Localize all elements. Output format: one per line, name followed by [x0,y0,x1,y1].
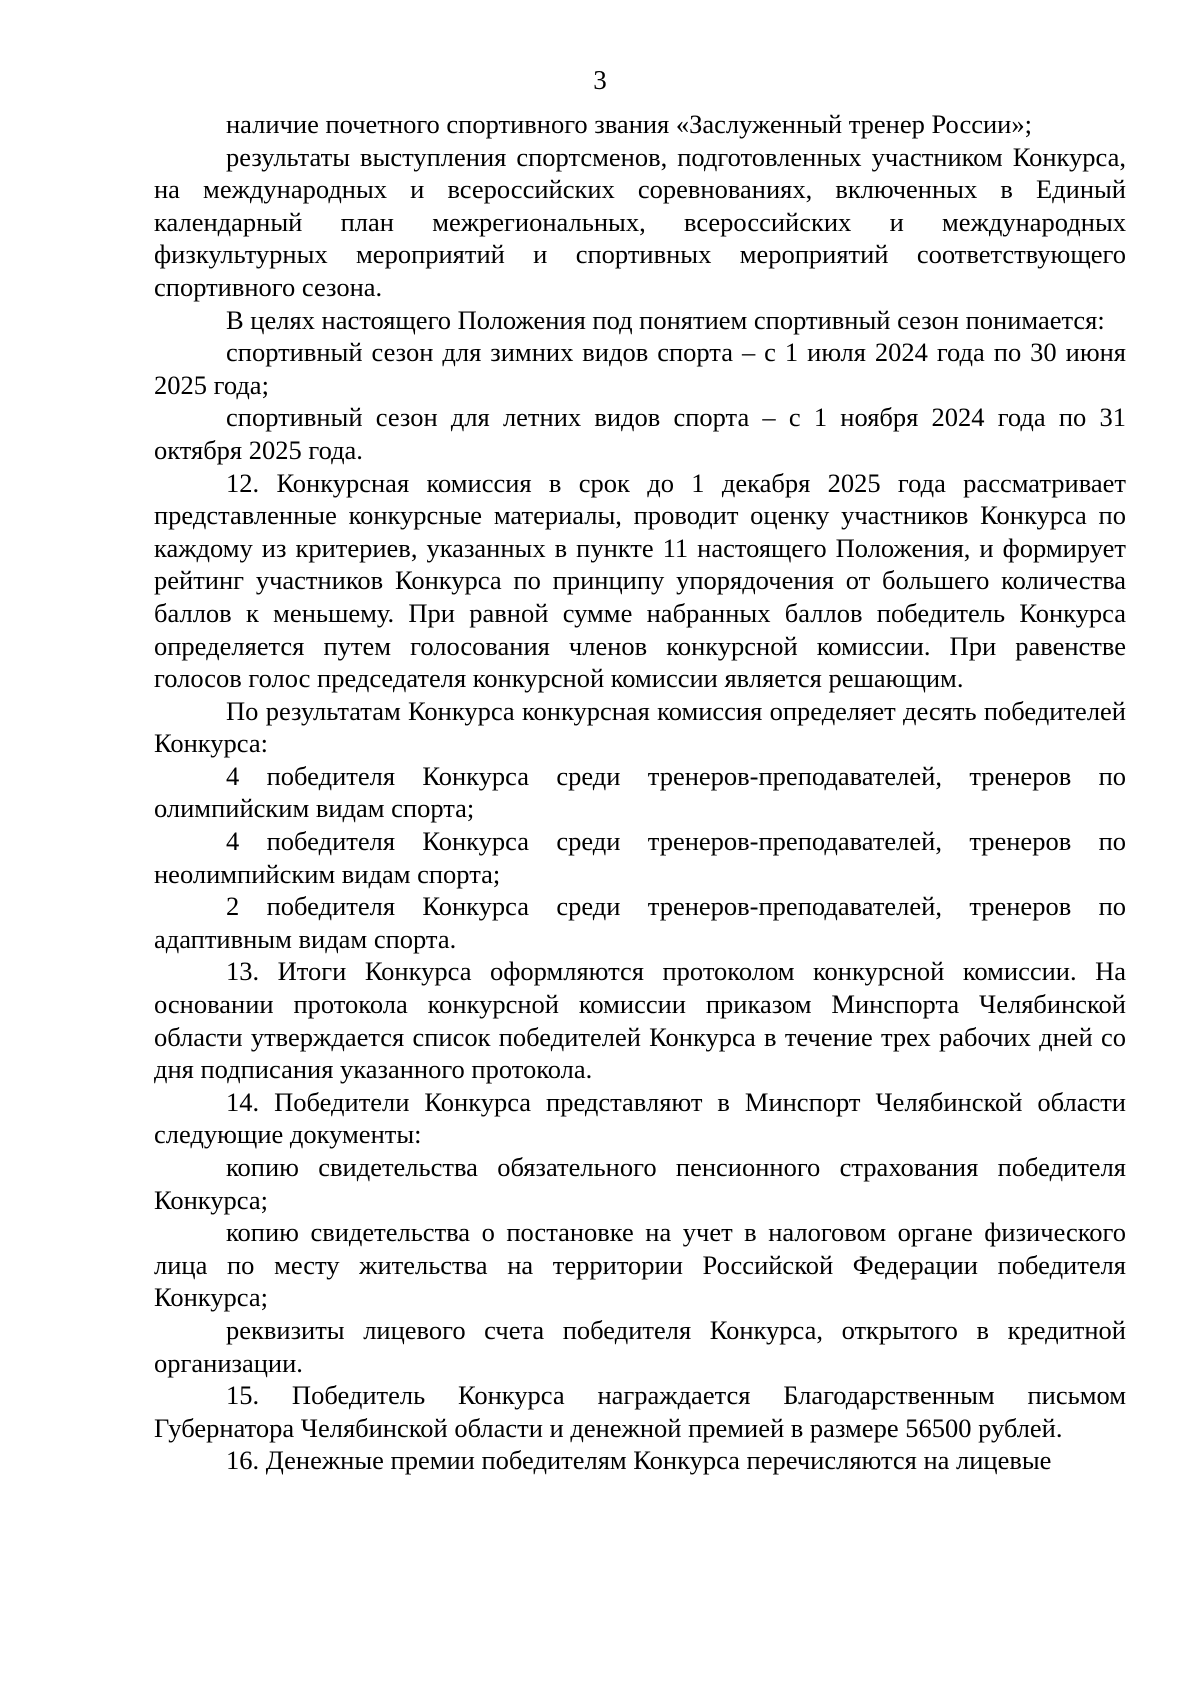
paragraph-winners-count: По результатам Конкурса конкурсная комиссия определяет десять победителей Конкурса: [154,695,1126,759]
paragraph-item-14: 14. Победители Конкурса представляют в Минспорт Челябинской области следующие документы: [154,1086,1126,1150]
paragraph-summer-season: спортивный сезон для летних видов спорта – с 1 ноября 2024 года по 31 октября 2025 года. [154,402,1126,465]
paragraph-honorary-title: наличие почетного спортивного звания «Заслуженный тренер России»; [226,109,1032,139]
page-number: 3 [593,65,607,95]
paragraph-item-13: 13. Итоги Конкурса оформляются протоколом конкурсной комиссии. На основании протокола конкурсной комиссии приказом Минспорта Челябинской области утверждается список победителей Конкурса в течение трех рабочих дней со дня подписания указанного протокола. [154,956,1126,1085]
paragraph-bank-details: реквизиты лицевого счета победителя Конкурса, открытого в кредитной организации. [154,1314,1126,1378]
paragraph-tax-certificate: копию свидетельства о постановке на учет в налоговом органе физического лица по месту жительства на территории Российской Федерации победителя Конкурса; [154,1217,1126,1313]
paragraph-winter-season: спортивный сезон для зимних видов спорта – с 1 июля 2024 года по 30 июня 2025 года; [154,337,1126,400]
paragraph-item-12: 12. Конкурсная комиссия в срок до 1 декабря 2025 года рассматривает представленные конкурсные материалы, проводит оценку участников Конкурса по каждому из критериев, указанных в пункте 11 настоящего Положения, и формирует рейтинг участников Конкурса по принципу упорядочения от большего количества баллов к меньшему. При равной сумме набранных баллов победитель Конкурса определяется путем голосования членов конкурсной комиссии. При равенстве голосов голос председателя конкурсной комиссии является решающим. [154,467,1126,694]
paragraph-pension-certificate: копию свидетельства обязательного пенсионного страхования победителя Конкурса; [154,1152,1126,1215]
paragraph-item-15: 15. Победитель Конкурса награждается Благодарственным письмом Губернатора Челябинской области и денежной премией в размере 56500 рублей. [154,1380,1126,1443]
document-body [154,108,1126,1477]
paragraph-competition-results: результаты выступления спортсменов, подготовленных участником Конкурса, на международных и всероссийских соревнованиях, включенных в Единый календарный план межрегиональных, всероссийских и международных физкультурных мероприятий и спортивных мероприятий соответствующего спортивного сезона. [154,141,1126,302]
paragraph-season-definition: В целях настоящего Положения под понятием спортивный сезон понимается: [226,304,1105,335]
paragraph-item-16: 16. Денежные премии победителям Конкурса перечисляются на лицевые [226,1445,1052,1476]
paragraph-adaptive-winners: 2 победителя Конкурса среди тренеров-преподавателей, тренеров по адаптивным видам спорта. [154,891,1126,954]
paragraph-olympic-winners: 4 победителя Конкурса среди тренеров-преподавателей, тренеров по олимпийским видам спорта; [154,760,1126,824]
paragraph-non-olympic-winners: 4 победителя Конкурса среди тренеров-преподавателей, тренеров по неолимпийским видам спорта; [154,826,1126,889]
